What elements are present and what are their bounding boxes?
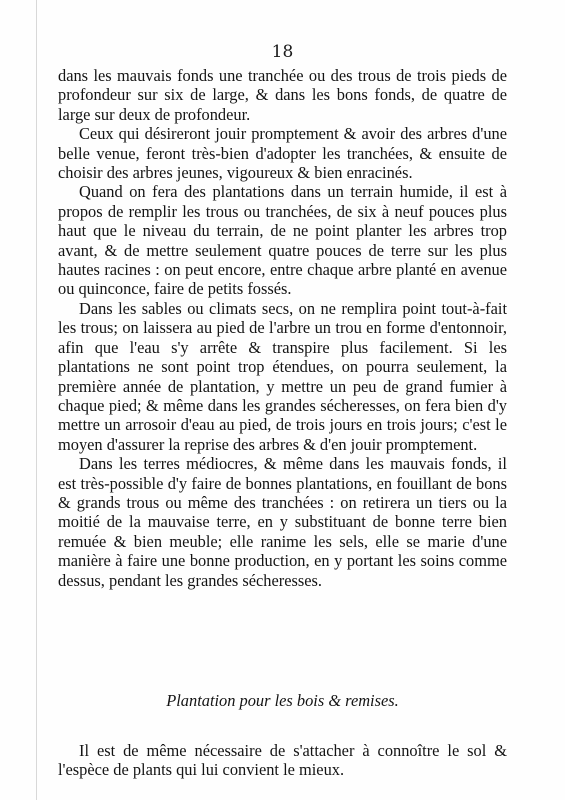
paragraph-3: Quand on fera des plantations dans un terrain humide, il est à propos de remplir les trous ou tranchées, de six à neuf pouces plus haut que le niveau du terrain, de ne point planter les arbres trop avant, & de mettre seulement quatre pouces de terre sur les plus hautes racines : on peut encore, entre chaque arbre planté en avenue ou quinconce, faire de petits fossés. — [58, 182, 507, 299]
page-edge-rule — [36, 0, 37, 800]
closing-text — [58, 741, 507, 780]
paragraph-1: dans les mauvais fonds une tranchée ou des trous de trois pieds de profondeur sur six de large, & dans les bons fonds, de quatre de large sur deux de profondeur. — [58, 66, 507, 124]
section-heading: Plantation pour les bois & remises. — [166, 691, 399, 710]
closing-paragraph: Il est de même nécessaire de s'attacher à connoître le sol & l'espèce de plants qui lui convient le mieux. — [58, 741, 507, 780]
page-number: 18 — [271, 42, 294, 62]
paragraph-5: Dans les terres médiocres, & même dans les mauvais fonds, il est très-possible d'y faire de bonnes plantations, en fouillant de bons & grands trous ou même des tranchées : on retirera un tiers ou la moitié de la mauvaise terre, en y substituant de bonne terre bien remuée & bien meuble; elle ranime les sels, elle se marie d'une manière à faire une bonne production, en y portant les soins comme dessus, pendant les grandes sécheresses. — [58, 454, 507, 590]
paragraph-4: Dans les sables ou climats secs, on ne remplira point tout-à-fait les trous; on laissera au pied de l'arbre un trou en forme d'entonnoir, afin que l'eau s'y arrête & transpire plus facilement. Si les plantations ne sont point trop étendues, on pourra seulement, la première année de plantation, y mettre un peu de grand fumier à chaque pied; & même dans les grandes sécheresses, on fera bien d'y mettre un arrosoir d'eau au pied, de trois jours en trois jours; c'est le moyen d'assurer la reprise des arbres & d'en jouir promptement. — [58, 298, 507, 454]
body-text — [58, 66, 507, 590]
paragraph-2: Ceux qui désireront jouir promptement & avoir des arbres d'une belle venue, feront très-bien d'adopter les tranchées, & ensuite de choisir des arbres jeunes, vigoureux & bien enracinés. — [58, 124, 507, 183]
